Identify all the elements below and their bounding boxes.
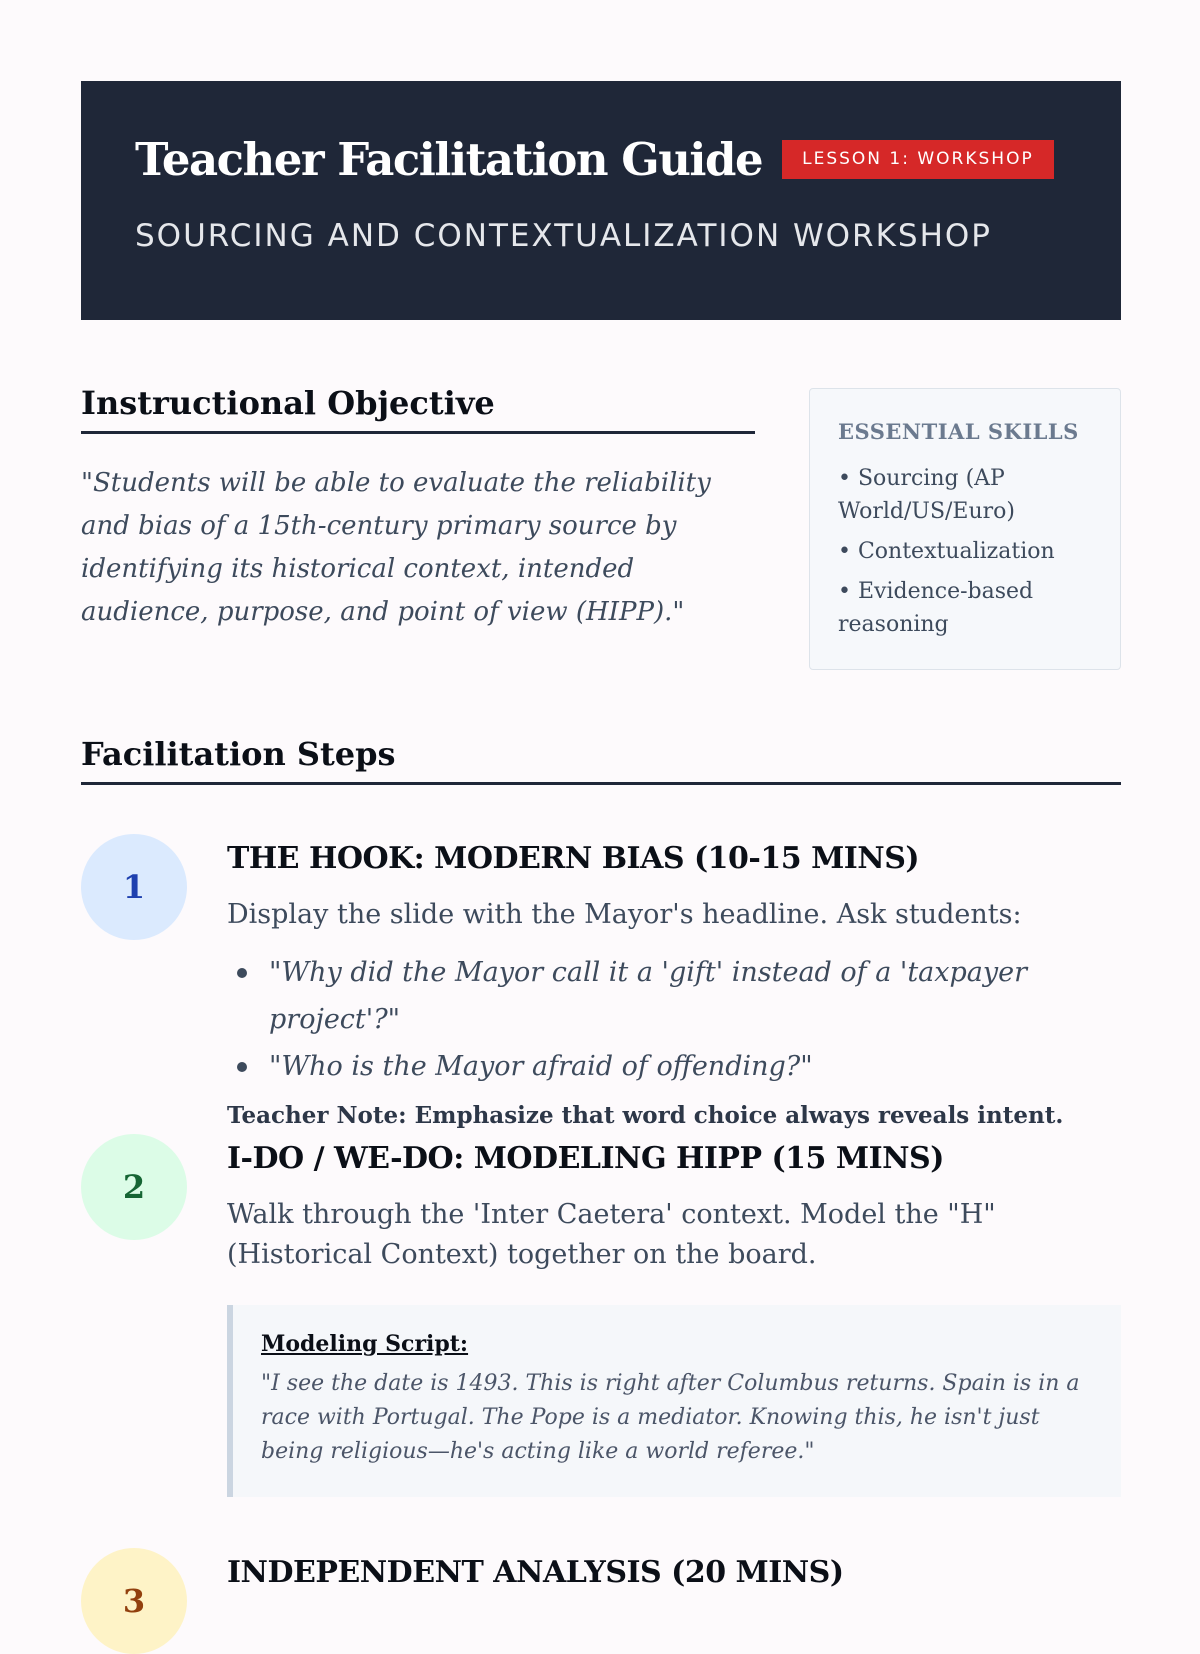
skills-heading: ESSENTIAL SKILLS <box>838 419 1079 444</box>
steps-heading: Facilitation Steps <box>81 737 1121 785</box>
step-text: Display the slide with the Mayor's headline. Ask students: <box>227 899 1022 930</box>
script-text: "I see the date is 1493. This is right after Columbus returns. Spain is in a race with Portugal. The Pope is a mediator. Knowing this, he isn't just being religious—he's acting like a world referee." <box>261 1371 1080 1464</box>
page-title: Teacher Facilitation Guide <box>135 133 763 186</box>
step-body <box>227 1556 1121 1589</box>
list-item <box>227 1043 1121 1090</box>
facilitation-steps-section <box>81 735 1121 1620</box>
list-item <box>227 949 1121 1043</box>
essential-skills-box <box>809 388 1121 670</box>
bullet-icon <box>237 968 247 978</box>
title-row <box>135 133 1067 186</box>
skill-item: • Contextualization <box>838 539 1055 564</box>
page-subtitle: SOURCING AND CONTEXTUALIZATION WORKSHOP <box>135 218 992 254</box>
step-number-badge: 3 <box>81 1548 187 1654</box>
objective-section <box>81 386 755 634</box>
lesson-badge: LESSON 1: WORKSHOP <box>782 140 1054 179</box>
skill-item: • Evidence-based reasoning <box>838 579 1034 637</box>
teacher-note: Teacher Note: Emphasize that word choice always reveals intent. <box>227 1102 1064 1129</box>
question-text: "Who is the Mayor afraid of offending?" <box>269 1051 813 1082</box>
bullet-icon <box>237 1062 247 1072</box>
objective-text: "Students will be able to evaluate the reliability and bias of a 15th-century primary source by identifying its historical context, intended audience, purpose, and point of view (HIPP)." <box>81 468 711 628</box>
step-body <box>227 1142 1121 1497</box>
skill-item: • Sourcing (AP World/US/Euro) <box>838 466 1016 524</box>
objective-heading: Instructional Objective <box>81 386 755 434</box>
modeling-script-box <box>227 1305 1121 1497</box>
step-body <box>227 842 1121 1129</box>
step-title: THE HOOK: MODERN BIAS (10-15 MINS) <box>227 841 920 876</box>
page-header <box>81 81 1121 320</box>
question-text: "Why did the Mayor call it a 'gift' instead of a 'taxpayer project'?" <box>269 957 1028 1035</box>
step-number-badge: 1 <box>81 834 187 940</box>
question-list <box>227 949 1121 1090</box>
step-text: Walk through the 'Inter Caetera' context. Model the "H" (Historical Context) together on the board. <box>227 1199 996 1270</box>
script-label: Modeling Script: <box>261 1331 469 1357</box>
step-title: I-DO / WE-DO: MODELING HIPP (15 MINS) <box>227 1141 944 1176</box>
step-title: INDEPENDENT ANALYSIS (20 MINS) <box>227 1555 844 1590</box>
step-number-badge: 2 <box>81 1134 187 1240</box>
